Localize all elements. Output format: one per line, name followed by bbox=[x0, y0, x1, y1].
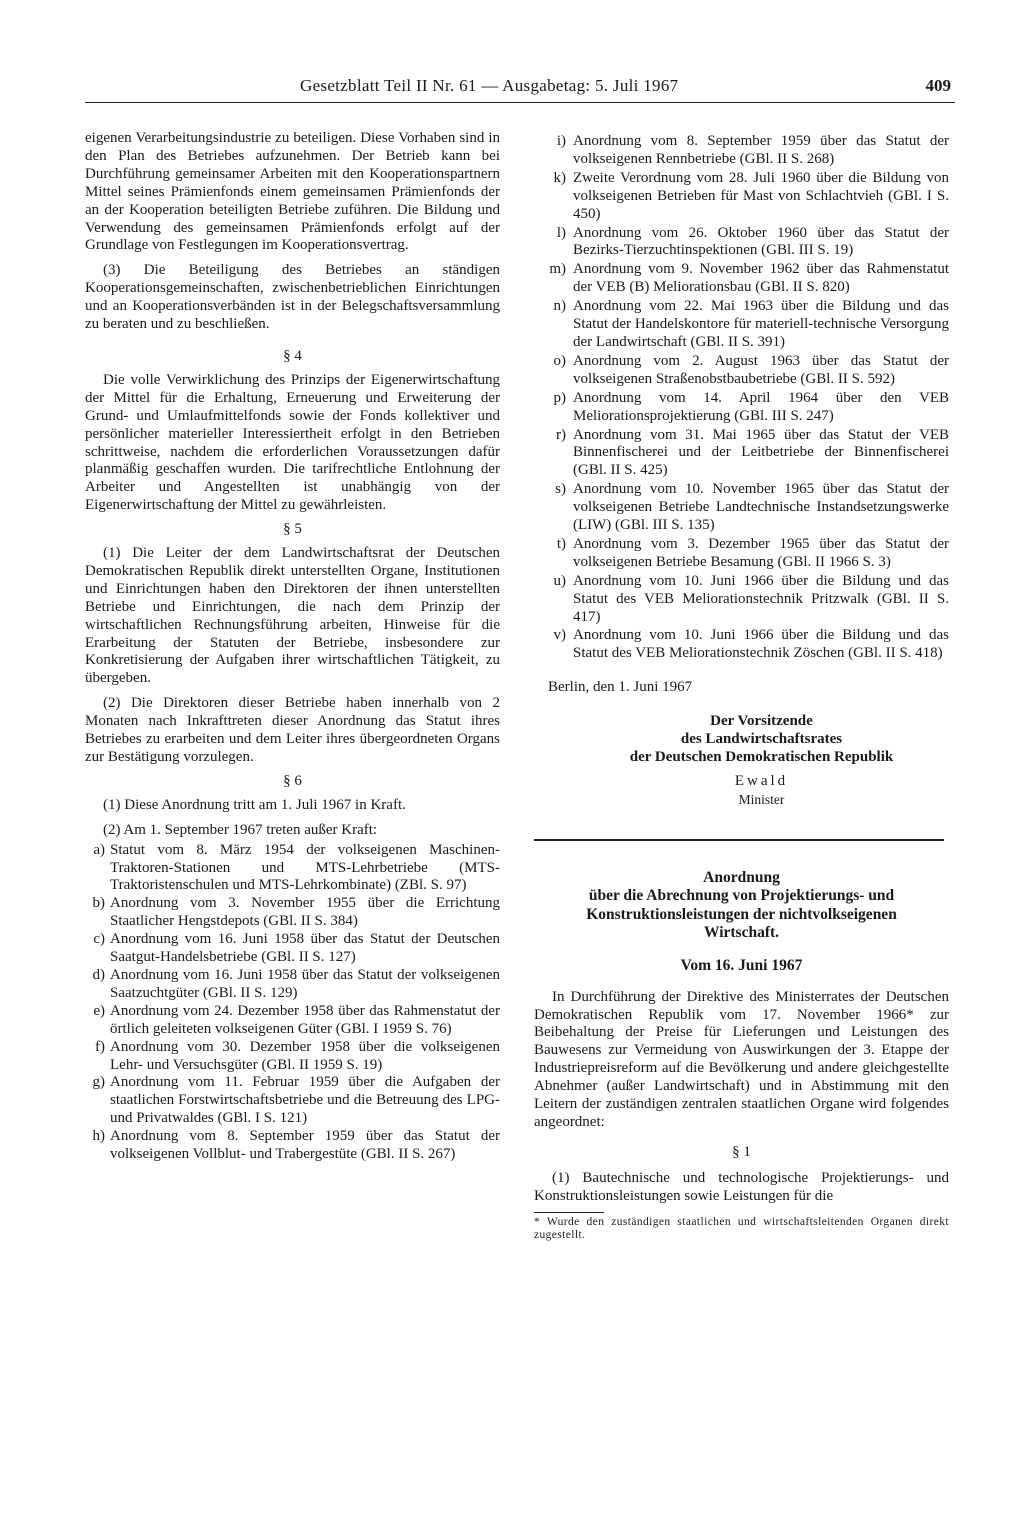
paragraph: (1) Bautechnische und technologische Projektierungs- und Konstruktionsleistungen sowie Leistungen für die bbox=[534, 1169, 949, 1204]
list-text: Anordnung vom 10. Juni 1966 über die Bildung und das Statut des VEB Meliorationstechnik Pritzwalk (GBl. II S. 417) bbox=[573, 572, 949, 625]
list-item bbox=[85, 1128, 500, 1164]
list-text: Anordnung vom 8. September 1959 über das Statut der volkseigenen Vollblut- und Trabergestüte (GBl. II S. 267) bbox=[110, 1128, 500, 1163]
left-column bbox=[85, 130, 500, 1164]
paragraph: (2) Am 1. September 1967 treten außer Kraft: bbox=[103, 821, 378, 838]
list-item bbox=[534, 573, 949, 627]
list-marker: f) bbox=[95, 1038, 105, 1055]
list-text: Anordnung vom 10. Juni 1966 über die Bildung und das Statut des VEB Meliorationstechnik Zöschen (GBl. II S. 418) bbox=[573, 627, 949, 662]
paragraph: (2) Die Direktoren dieser Betriebe haben innerhalb von 2 Monaten nach Inkrafttreten dieser Anordnung das Statut ihres Betriebes zu erarbeiten und dem Leiter ihres übergeordneten Organs zur Bestätigung vorzulegen. bbox=[85, 695, 500, 765]
list-item bbox=[85, 1039, 500, 1075]
signature-line: der Deutschen Demokratischen Republik bbox=[629, 749, 894, 765]
list-marker: r) bbox=[556, 426, 566, 443]
list-text: Anordnung vom 9. November 1962 über das Rahmenstatut der VEB (B) Meliorationsbau (GBl. II S. 820) bbox=[573, 261, 949, 296]
section-heading: § 6 bbox=[283, 772, 302, 789]
list-text: Anordnung vom 22. Mai 1963 über die Bildung und das Statut der Handelskontore für materiell-technische Versorgung der Landwirtschaft (GBl. II S. 391) bbox=[573, 298, 949, 350]
section-heading: § 1 bbox=[732, 1143, 751, 1160]
signature-line: Der Vorsitzende bbox=[710, 713, 813, 730]
footnote-rule bbox=[534, 1212, 604, 1213]
list-text: Anordnung vom 3. Dezember 1965 über das Statut der volkseigenen Betriebe Besamung (GBl. II 1966 S. 3) bbox=[573, 535, 949, 570]
signatory-title: Minister bbox=[738, 791, 785, 807]
list-marker: o) bbox=[553, 352, 566, 369]
page-number: 409 bbox=[925, 76, 951, 95]
list-text: Anordnung vom 30. Dezember 1958 über die volkseigenen Lehr- und Versuchsgüter (GBl. II 1959 S. 19) bbox=[110, 1038, 500, 1073]
list-marker: m) bbox=[549, 261, 566, 278]
list-item bbox=[85, 842, 500, 896]
list-marker: h) bbox=[92, 1128, 105, 1145]
ordinance-title: Wirtschaft. bbox=[703, 924, 780, 942]
list-item bbox=[534, 481, 949, 535]
list-text: Anordnung vom 3. November 1955 über die Errichtung Staatlicher Hengstdepots (GBl. II S. 384) bbox=[110, 895, 500, 930]
list-text: Anordnung vom 16. Juni 1958 über das Statut der volkseigenen Saatzuchtgüter (GBl. II S. 129) bbox=[110, 966, 500, 1001]
section-divider bbox=[534, 839, 944, 841]
list-text: Anordnung vom 11. Februar 1959 über die Aufgaben der staatlichen Forstwirtschaftsbetriebe und die Betreuung des LPG- und Privatwaldes (GBl. I S. 121) bbox=[110, 1074, 500, 1127]
list-marker: i) bbox=[556, 133, 566, 149]
section-heading: § 5 bbox=[283, 521, 302, 538]
signature-line: des Landwirtschaftsrates bbox=[680, 731, 843, 748]
list-item bbox=[534, 427, 949, 481]
list-text: Anordnung vom 14. April 1964 über den VEB Meliorationsprojektierung (GBl. III S. 247) bbox=[573, 389, 949, 424]
place-date: Berlin, den 1. Juni 1967 bbox=[548, 679, 693, 696]
list-text: Anordnung vom 10. November 1965 über das Statut der volkseigenen Betriebe Landtechnische Instandsetzungswerke (LIW) (GBl. III S. 135) bbox=[573, 481, 949, 534]
list-marker: b) bbox=[92, 895, 105, 912]
list-item bbox=[534, 390, 949, 426]
list-item bbox=[85, 895, 500, 931]
header-title: Gesetzblatt Teil II Nr. 61 — Ausgabetag: 5. Juli 1967 bbox=[300, 76, 679, 95]
signatory-name: Ewald bbox=[734, 772, 789, 789]
paragraph: eigenen Verarbeitungsindustrie zu beteiligen. Diese Vorhaben sind in den Plan des Betriebes aufzunehmen. Der Betrieb kann bei Durchführung gemeinsamer Arbeiten mit den Kooperationspartnern Mittel seines Prämienfonds einem gemeinsamen Prämienfonds der an der Kooperation beteiligten Betriebe zuführen. Die Bildung und Verwendung des gemeinsamen Prämienfonds erfolgt auf der Grundlage von Festlegungen im Kooperationsvertrag. bbox=[85, 130, 500, 254]
list-text: Anordnung vom 8. September 1959 über das Statut der volkseigenen Rennbetriebe (GBl. II S. 268) bbox=[573, 133, 949, 167]
paragraph: (1) Diese Anordnung tritt am 1. Juli 1967 in Kraft. bbox=[103, 796, 406, 813]
paragraph: Die volle Verwirklichung des Prinzips der Eigenerwirtschaftung der Mittel für die Erhaltung, Erneuerung und Erweiterung der Grund- und Umlaufmittelfonds sowie der Fonds kollektiver und persönlicher materieller Interessiertheit erfolgt in den Betrieben schrittweise, nachdem die erforderlichen Voraussetzungen dafür planmäßig geschaffen wurden. Die tarifrechtliche Entlohnung der Arbeiter und Angestellten ist unabhängig von der Eigenerwirtschaftung der Mittel zu gewährleisten. bbox=[85, 371, 500, 514]
list-item bbox=[534, 170, 949, 224]
list-item bbox=[85, 1003, 500, 1039]
list-text: Anordnung vom 16. Juni 1958 über das Statut der Deutschen Saatgut-Handelsbetriebe (GBl. II S. 127) bbox=[110, 931, 500, 966]
list-item bbox=[534, 261, 949, 297]
list-marker: a) bbox=[93, 841, 105, 858]
list-marker: u) bbox=[553, 572, 566, 589]
list-item bbox=[534, 225, 949, 261]
list-marker: g) bbox=[92, 1074, 105, 1091]
paragraph: (1) Die Leiter der dem Landwirtschaftsrat der Deutschen Demokratischen Republik direkt unterstellten Organe, Institutionen und Einrichtungen haben den Direktoren der ihnen unterstellten Betriebe und Einrichtungen, die nach dem Prinzip der wirtschaftlichen Rechnungsführung arbeiten, Hinweise für die Erarbeitung der Statuten der Betriebe, insbesondere zur Konkretisierung der Aufgaben ihrer wirtschaftlichen Tätigkeit, zu übergeben. bbox=[85, 545, 500, 687]
list-item bbox=[534, 298, 949, 352]
list-text: Zweite Verordnung vom 28. Juli 1960 über die Bildung von volkseigenen Betrieben für Mast von Schlachtvieh (GBl. I S. 450) bbox=[573, 169, 949, 222]
list-marker: s) bbox=[555, 481, 566, 498]
list-marker: v) bbox=[553, 627, 566, 644]
right-column bbox=[534, 133, 949, 1242]
list-text: Anordnung vom 26. Oktober 1960 über das Statut der Bezirks-Tierzuchtinspektionen (GBl. III S. 19) bbox=[573, 224, 949, 259]
ordinance-date: Vom 16. Juni 1967 bbox=[680, 956, 803, 974]
list-marker: t) bbox=[556, 535, 566, 552]
header-rule bbox=[85, 102, 955, 103]
list-text: Anordnung vom 24. Dezember 1958 über das Rahmenstatut der örtlich geleiteten volkseigenen Güter (GBl. I 1959 S. 76) bbox=[110, 1002, 500, 1037]
list-marker: p) bbox=[553, 389, 566, 406]
list-item bbox=[534, 133, 949, 169]
footnote: * Wurde den zuständigen staatlichen und wirtschaftsleitenden Organen direkt zugestellt. bbox=[534, 1215, 949, 1241]
list-marker: e) bbox=[93, 1002, 105, 1019]
list-marker: k) bbox=[553, 169, 566, 186]
list-item bbox=[85, 931, 500, 967]
paragraph: (3) Die Beteiligung des Betriebes an ständigen Kooperationsgemeinschaften, zwischenbetrieblichen Einrichtungen und an Kooperationsverbänden ist in der Belegschaftsversammlung zu beraten und zu beschließen. bbox=[85, 262, 500, 333]
list-item bbox=[534, 353, 949, 389]
list-marker: d) bbox=[92, 966, 105, 983]
paragraph: In Durchführung der Direktive des Ministerrates der Deutschen Demokratischen Republik vom 17. November 1966* zur Beibehaltung der Preise für Lieferungen und Leistungen des Bauwesens zur Vermeidung von Auswirkungen der 3. Etappe der Industriepreisreform auf die Bevölkerung und andere gleichgestellte Abnehmer (außer Landwirtschaft) und in Abstimmung mit den Leitern der zuständigen zentralen staatlichen Organe wird folgendes angeordnet: bbox=[534, 988, 949, 1130]
page-header bbox=[85, 76, 955, 102]
list-text: Anordnung vom 31. Mai 1965 über das Statut der VEB Binnenfischerei und der Leitbetriebe der Binnenfischerei (GBl. II S. 425) bbox=[573, 426, 949, 479]
list-text: Anordnung vom 2. August 1963 über das Statut der volkseigenen Straßenobstbaubetriebe (GBl. II S. 592) bbox=[573, 352, 949, 387]
list-marker: l) bbox=[556, 224, 566, 241]
list-marker: c) bbox=[93, 931, 105, 948]
list-text: Statut vom 8. März 1954 der volkseigenen Maschinen-Traktoren-Stationen und MTS-Lehrbetriebe (MTS-Traktoristenschulen und MTS-Lehrkombinate) (ZBl. S. 97) bbox=[110, 841, 500, 894]
list-item bbox=[534, 536, 949, 572]
ordinance-title: Konstruktionsleistungen der nichtvolkseigenen bbox=[586, 905, 897, 923]
section-heading: § 4 bbox=[283, 347, 302, 364]
list-marker: n) bbox=[553, 298, 566, 315]
list-item bbox=[85, 1074, 500, 1128]
ordinance-title: Anordnung bbox=[703, 868, 780, 886]
list-item bbox=[85, 967, 500, 1003]
ordinance-title: über die Abrechnung von Projektierungs- und bbox=[588, 887, 895, 905]
list-item bbox=[534, 627, 949, 663]
